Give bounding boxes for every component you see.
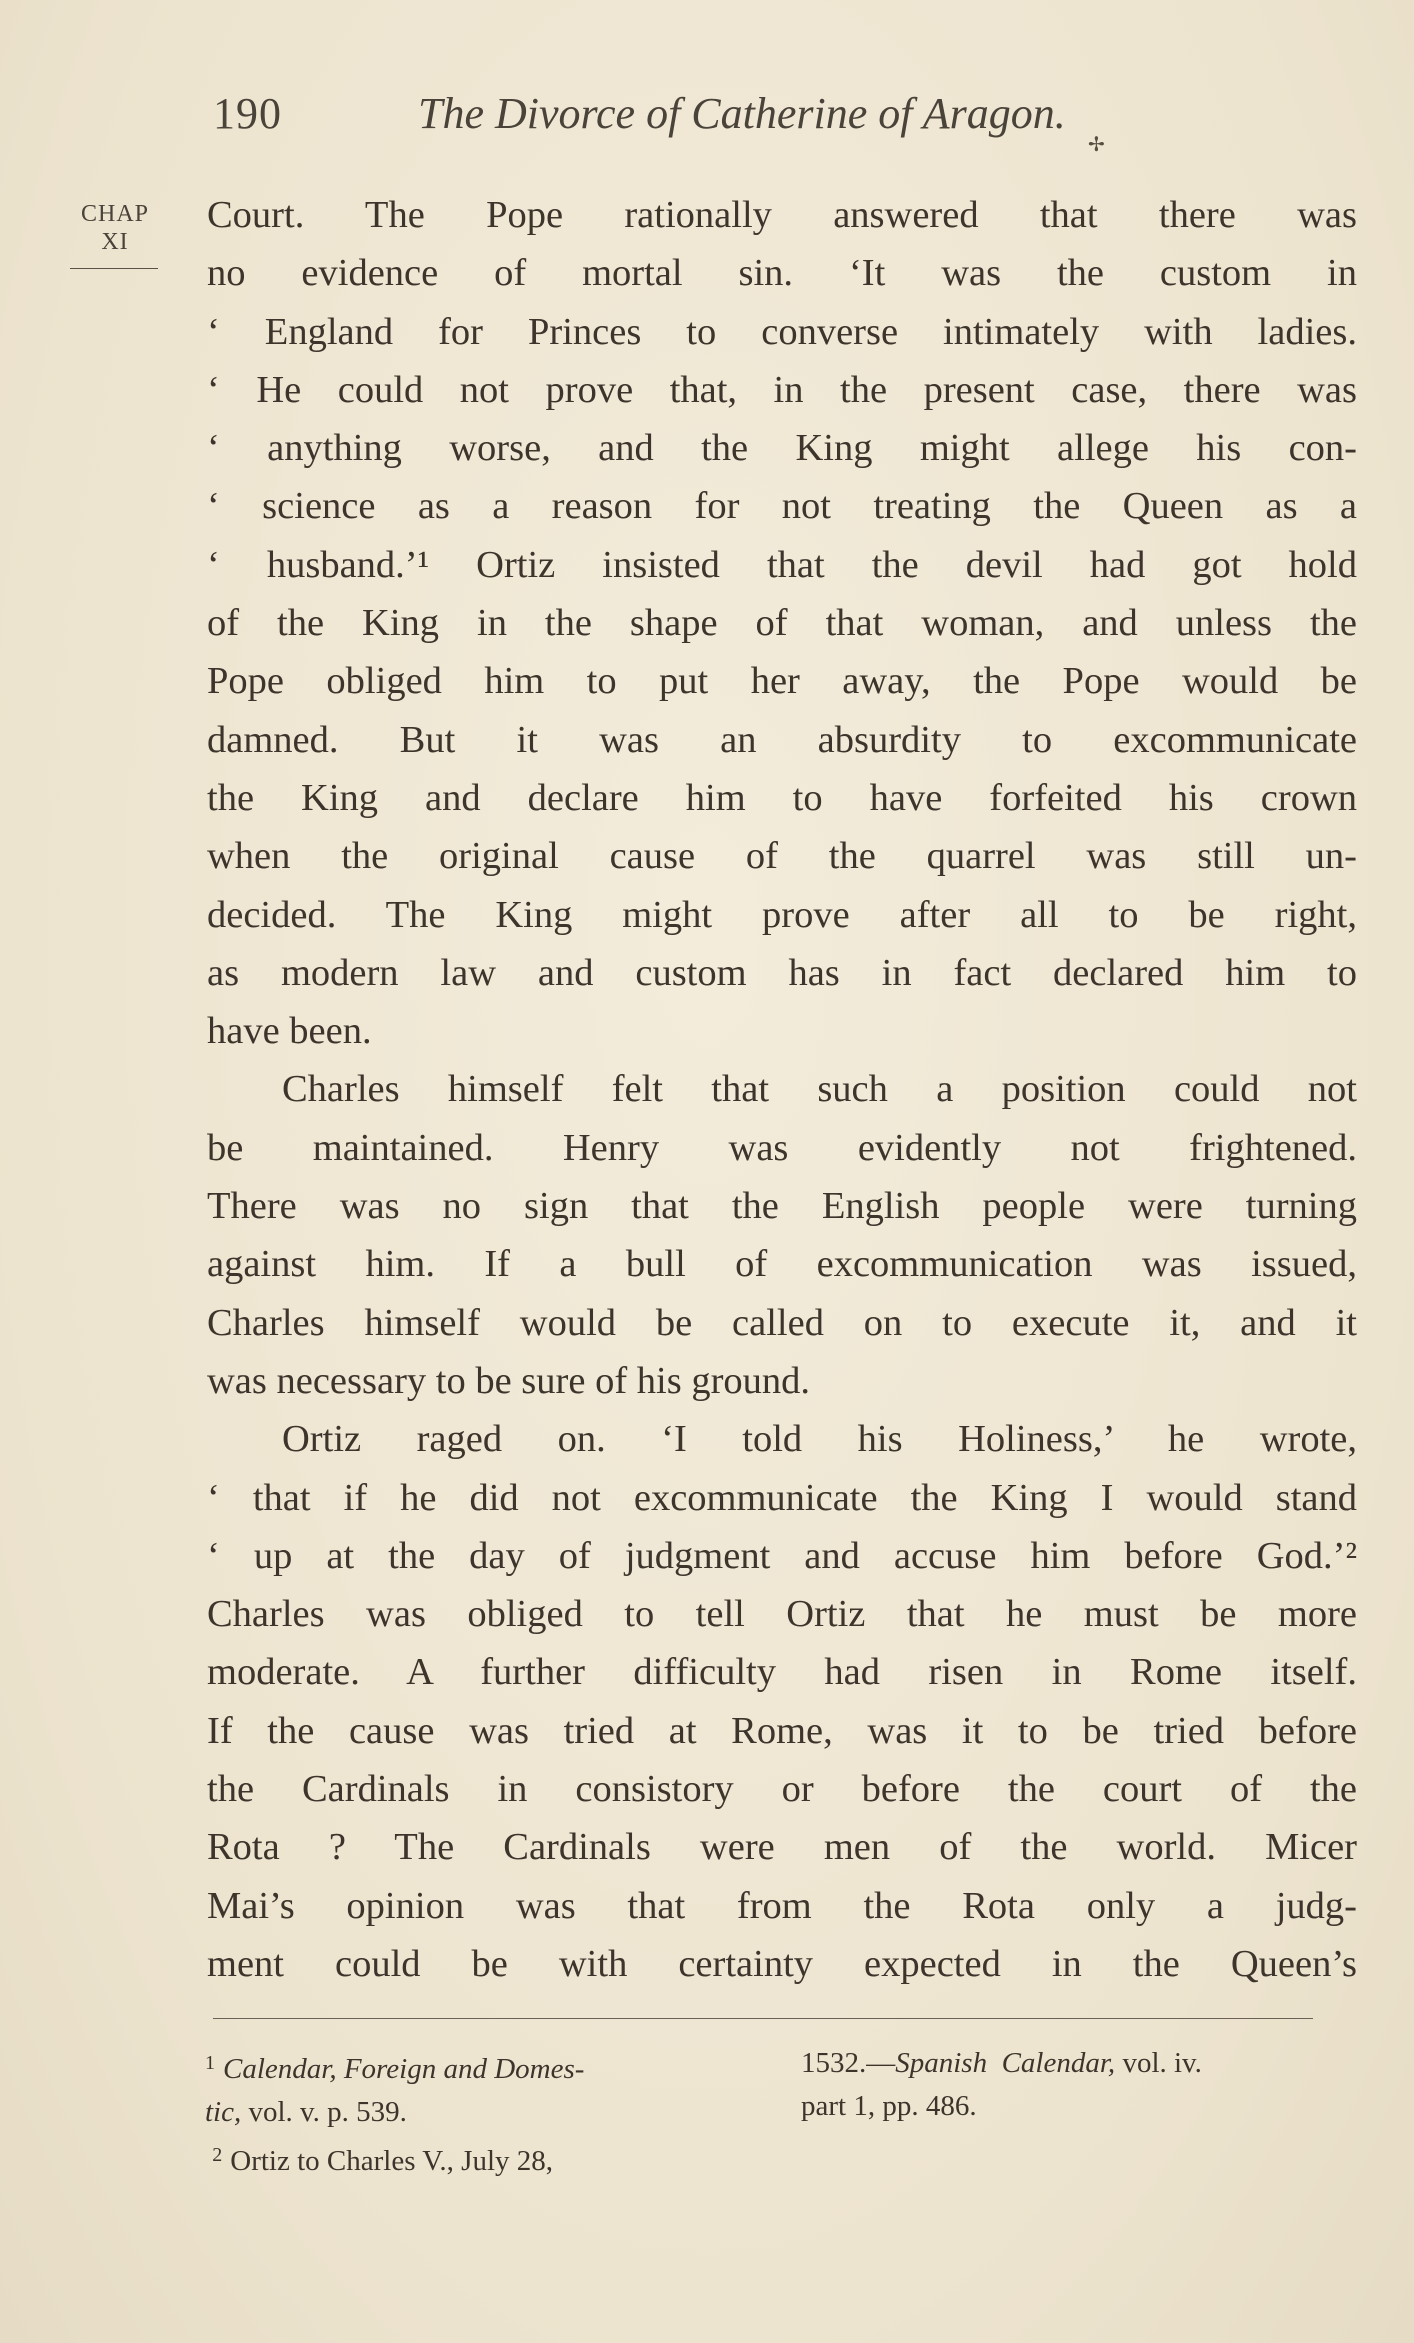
- text-line: Pope obliged him to put her away, the Pope would be: [207, 660, 1357, 703]
- footnote-rule: [213, 2018, 1313, 2019]
- text-line: be maintained. Henry was evidently not frightened.: [207, 1126, 1357, 1169]
- text-line: Rota ? The Cardinals were men of the world. Micer: [207, 1826, 1357, 1869]
- footnote-2: $^2$ Ortiz to Charles V., July 28,: [212, 2144, 554, 2177]
- footnote-column-left: [205, 2042, 765, 2183]
- footnote-1-source: Calendar, Foreign and Domes-: [223, 2053, 585, 2085]
- footnote-column-right: [801, 2042, 1361, 2128]
- ink-speck-icon: ✢: [1088, 132, 1105, 156]
- text-line: was necessary to be sure of his ground.: [207, 1359, 811, 1402]
- text-line: against him. If a bull of excommunication was issued,: [207, 1243, 1357, 1286]
- text-line: moderate. A further difficulty had risen in Rome itself.: [207, 1651, 1357, 1694]
- running-header: [213, 88, 1213, 148]
- text-line: ‘ anything worse, and the King might allege his con-: [207, 427, 1357, 470]
- text-line: ‘ science as a reason for not treating the Queen as a: [207, 485, 1357, 528]
- text-line: Mai’s opinion was that from the Rota only a judg-: [207, 1884, 1357, 1927]
- footnote-2-continued-2: part 1, pp. 486.: [801, 2090, 977, 2122]
- text-line: Charles himself felt that such a position could not: [282, 1068, 1357, 1111]
- text-line: ‘ He could not prove that, in the present case, there was: [207, 368, 1357, 411]
- page-number: 190: [213, 89, 282, 138]
- margin-rule: [70, 268, 158, 269]
- footnote-1-continued: tic, vol. v. p. 539.: [205, 2096, 407, 2128]
- footnote-2-continued: 1532.—Spanish Calendar, vol. iv.: [801, 2047, 1202, 2079]
- footnote-2-mark: 2: [212, 2144, 223, 2166]
- chapter-label: CHAP: [80, 201, 150, 227]
- text-line: the King and declare him to have forfeited his crown: [207, 776, 1357, 819]
- chapter-margin-note: [70, 200, 160, 269]
- text-line: as modern law and custom has in fact declared him to: [207, 951, 1357, 994]
- text-line: of the King in the shape of that woman, and unless the: [207, 602, 1357, 645]
- text-line: damned. But it was an absurdity to excommunicate: [207, 718, 1357, 761]
- text-line: have been.: [207, 1010, 372, 1053]
- body-text: [207, 186, 1357, 1993]
- text-line: decided. The King might prove after all to be right,: [207, 893, 1357, 936]
- text-line: ‘ up at the day of judgment and accuse him before God.’²: [207, 1534, 1357, 1577]
- text-line: when the original cause of the quarrel was still un-: [207, 835, 1357, 878]
- text-line: If the cause was tried at Rome, was it to be tried before: [207, 1709, 1357, 1752]
- text-line: Charles was obliged to tell Ortiz that he must be more: [207, 1593, 1357, 1636]
- text-line: ‘ that if he did not excommunicate the King I would stand: [207, 1476, 1357, 1519]
- text-line: Charles himself would be called on to execute it, and it: [207, 1301, 1357, 1344]
- chapter-number: XI: [101, 229, 129, 255]
- text-line: ment could be with certainty expected in the Queen’s: [207, 1942, 1357, 1985]
- text-line: the Cardinals in consistory or before the court of the: [207, 1768, 1357, 1811]
- text-line: Ortiz raged on. ‘I told his Holiness,’ he wrote,: [282, 1418, 1357, 1461]
- text-line: ‘ England for Princes to converse intimately with ladies.: [207, 310, 1357, 353]
- text-line: ‘ husband.’¹ Ortiz insisted that the devil had got hold: [207, 543, 1357, 586]
- running-title: The Divorce of Catherine of Aragon.: [418, 89, 1066, 138]
- footnote-1: [205, 2042, 765, 2091]
- footnote-1-mark: 1: [205, 2052, 215, 2074]
- text-line: There was no sign that the English people were turning: [207, 1185, 1357, 1228]
- text-line: no evidence of mortal sin. ‘It was the custom in: [207, 252, 1357, 295]
- text-line: Court. The Pope rationally answered that there was: [207, 194, 1357, 236]
